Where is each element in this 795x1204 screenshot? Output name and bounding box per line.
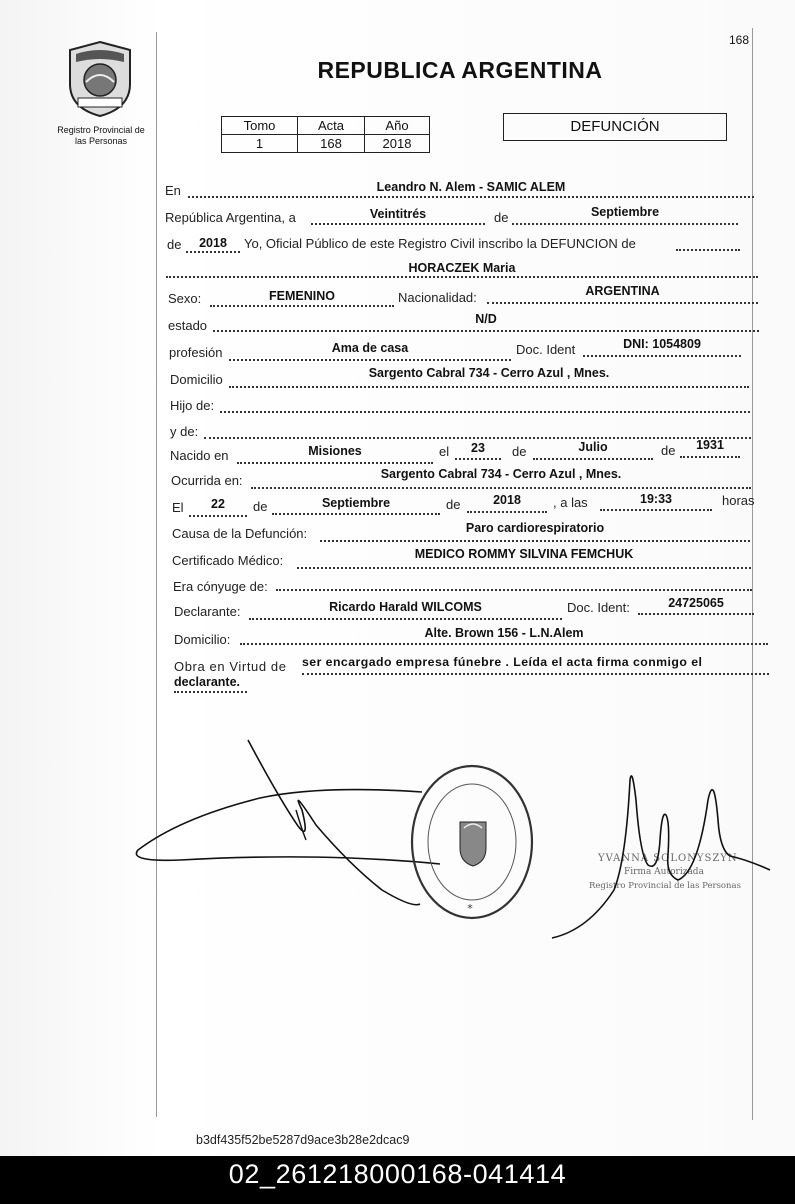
field-line [311,223,485,225]
label-y-de: y de: [170,424,199,439]
field-line [204,437,751,439]
document-title: REPUBLICA ARGENTINA [317,57,603,83]
label-de: de [253,499,268,514]
footer-bar [0,1156,795,1204]
field-line [467,511,547,513]
table-header: Acta [298,117,365,135]
field-line [229,359,511,361]
table-row [222,135,430,153]
field-line [220,411,750,413]
field-line [272,513,440,515]
province-crest-icon [64,38,136,118]
field-line [174,691,247,693]
field-line [229,386,749,388]
label-hijo-de: Hijo de: [170,398,215,413]
field-line [638,613,754,615]
field-line [213,330,759,332]
label-a-las: , a las [553,495,588,510]
label-domicilio: Domicilio: [174,632,231,647]
field-doc-ident: DNI: 1054809 [623,337,701,351]
table-cell: 1 [222,135,298,153]
svg-text:*: * [467,902,473,915]
field-causa: Paro cardiorespiratorio [465,521,605,535]
label-en: En [165,183,181,198]
label-ocurrida-en: Ocurrida en: [171,473,243,488]
table-cell: 168 [298,135,365,153]
record-number-table [221,116,430,153]
left-margin-line [156,32,157,1117]
field-line [249,618,562,620]
field-line [676,249,740,251]
field-obra-line1: ser encargado empresa fúnebre . Leída el acta firma conmigo el [302,655,703,669]
label-doc-ident: Doc. Ident: [567,600,630,615]
table-header-row [222,117,430,135]
field-line [237,462,433,464]
label-declarante: Declarante: [174,604,241,619]
field-line [166,276,758,278]
field-def-mes: Septiembre [321,496,391,510]
label-obra: Obra en Virtud de [174,659,287,674]
field-line [302,673,769,675]
registry-seal [408,762,536,922]
field-mes: Septiembre [590,205,660,219]
field-line [680,456,740,458]
field-line [251,487,751,489]
field-sexo: FEMENINO [269,289,335,303]
label-de: de [446,497,461,512]
field-def-dia: 22 [211,497,225,511]
field-domicilio-declarante: Alte. Brown 156 - L.N.Alem [424,626,584,640]
field-lugar: Leandro N. Alem - SAMIC ALEM [376,180,566,194]
label-profesion: profesión [169,345,223,360]
label-de: de [167,237,182,252]
label-certificado: Certificado Médico: [172,553,284,568]
field-ocurrida-en: Sargento Cabral 734 - Cerro Azul , Mnes. [380,467,622,481]
label-republica: República Argentina, a [165,210,296,225]
field-declarante: Ricardo Harald WILCOMS [329,600,482,614]
field-certificado: MEDICO ROMMY SILVINA FEMCHUK [414,547,634,561]
label-el: el [439,444,450,459]
field-dia: Veintitrés [369,207,427,221]
record-type-box: DEFUNCIÓN [503,113,727,141]
field-nacido-en: Misiones [308,444,362,458]
label-domicilio: Domicilio [170,372,223,387]
registry-name-line2: las Personas [74,136,128,146]
field-nacionalidad: ARGENTINA [585,284,660,298]
field-line [583,355,741,357]
field-line [297,567,751,569]
table-header: Tomo [222,117,298,135]
field-line [320,540,750,542]
official-signature [548,760,774,945]
label-el: El [172,500,184,515]
field-profesion: Ama de casa [331,341,409,355]
field-line [210,305,394,307]
table-header: Año [365,117,430,135]
label-horas: horas [722,493,755,508]
field-obra-line2: declarante. [174,675,241,689]
label-estado: estado [168,318,208,333]
label-causa: Causa de la Defunción: [172,526,308,541]
label-nacionalidad: Nacionalidad: [398,290,477,305]
field-line [240,643,768,645]
field-anio: 2018 [199,236,227,250]
field-doc-declarante: 24725065 [668,596,724,610]
field-line [276,589,752,591]
label-nacido-en: Nacido en [170,448,229,463]
label-sexo: Sexo: [168,291,202,306]
field-line [533,458,653,460]
field-line [600,509,712,511]
label-de: de [494,210,509,225]
label-de: de [661,443,676,458]
field-nac-anio: 1931 [696,438,724,452]
field-nac-mes: Julio [578,440,608,454]
field-line [512,223,738,225]
field-line [487,302,758,304]
registry-name-line1: Registro Provincial de [57,125,145,135]
label-doc-ident: Doc. Ident [516,342,576,357]
label-de: de [512,444,527,459]
official-office: Registro Provincial de las Personas [589,881,741,891]
table-cell: 2018 [365,135,430,153]
official-role: Firma Autorizada [624,867,704,877]
field-line [455,458,501,460]
label-conyuge: Era cónyuge de: [173,579,268,594]
field-line [189,515,247,517]
footer-code: 02_261218000168-041414 [228,1159,567,1189]
declarant-signature [120,730,440,930]
field-estado: N/D [475,312,497,326]
field-line [186,251,240,253]
field-nac-dia: 23 [471,441,485,455]
field-def-anio: 2018 [493,493,521,507]
label-oficial: Yo, Oficial Público de este Registro Civil inscribo la DEFUNCION de [244,236,636,251]
field-nombre: HORACZEK Maria [408,261,516,275]
field-line [188,196,754,198]
field-domicilio: Sargento Cabral 734 - Cerro Azul , Mnes. [368,366,610,380]
page-number: 168 [729,33,750,47]
field-hora: 19:33 [640,492,672,506]
official-name: YVANNA SOLONYSZYN [598,853,738,864]
document-hash: b3df435f52be5287d9ace3b28e2dcac9 [196,1133,410,1147]
